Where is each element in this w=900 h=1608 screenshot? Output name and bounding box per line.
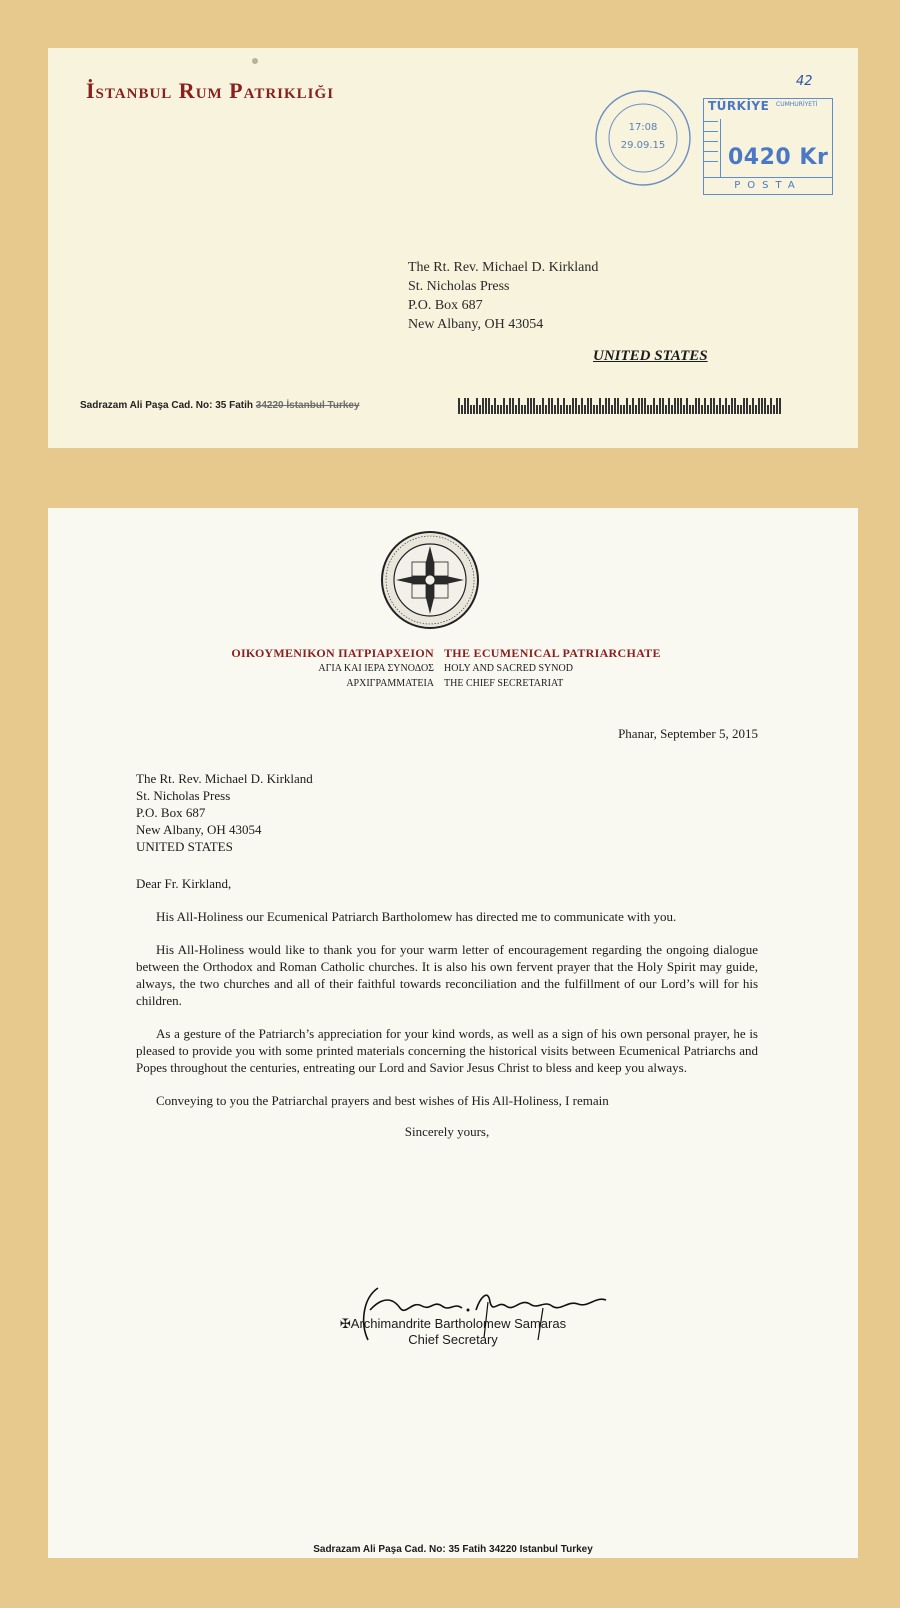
barcode-bar [614,398,616,414]
barcode-bar [548,398,550,414]
barcode-bar [611,405,613,414]
sincerely: Sincerely yours, [404,1124,490,1139]
body-paragraph: His All-Holiness would like to thank you for your warm letter of encouragement regarding the ongoing dialogue between the Orthodox and Roman Catholic churches. It is also his own fervent prayer that the Holy Spirit may guide, always, the two churches and all of their faithful towards reconciliation and the fulfillment of our Lord’s will for his children. [136,942,758,1008]
barcode-bar [509,398,511,414]
envelope-return-address [80,400,360,411]
barcode-bar [545,405,547,414]
address-line: The Rt. Rev. Michael D. Kirkland [136,771,313,786]
barcode-bar [536,405,538,414]
barcode-bar [596,405,598,414]
patriarchate-seal [380,530,480,630]
recipient-line: P.O. Box 687 [408,298,483,313]
barcode-bar [587,398,589,414]
barcode-bar [626,398,628,414]
barcode-bar [776,398,778,414]
envelope-sender-title: İstanbul Rum Patrikliği [86,78,335,103]
barcode-bar [575,398,577,414]
barcode-bar [524,405,526,414]
header-english-main: THE ECUMENICAL PATRIARCHATE [444,646,661,660]
barcode-bar [737,405,739,414]
barcode-bar [674,398,676,414]
barcode-bar [473,405,475,414]
barcode-bar [758,398,760,414]
letter-date: Phanar, September 5, 2015 [618,726,758,741]
barcode-bar [677,398,679,414]
barcode-bar [779,398,781,414]
address-line: New Albany, OH 43054 [136,822,262,837]
barcode-bar [773,405,775,414]
barcode-bar [749,405,751,414]
barcode-bar [518,398,520,414]
signer-name: ✠Archimandrite Bartholomew Samaras [339,1316,567,1331]
barcode-bar [593,405,595,414]
barcode-bar [746,398,748,414]
barcode-bar [689,405,691,414]
meter-posta: POSTA [704,177,832,194]
barcode-bar [656,405,658,414]
barcode-bar [602,405,604,414]
barcode-bar [617,398,619,414]
barcode-bar [683,405,685,414]
postage-meter [703,98,833,195]
barcode-bar [731,398,733,414]
barcode-bar [707,405,709,414]
barcode-bar [467,398,469,414]
barcode-bar [734,398,736,414]
letter-footer: Sadrazam Ali Paşa Cad. No: 35 Fatih 34220 Istanbul Turkey [313,1544,593,1555]
barcode-bar [695,398,697,414]
barcode-bar [671,405,673,414]
address-line: UNITED STATES [136,839,233,854]
barcode-bar [578,405,580,414]
header-greek [48,646,434,691]
barcode-bar [542,398,544,414]
barcode-bar [701,405,703,414]
barcode-bar [725,398,727,414]
body-paragraph: His All-Holiness our Ecumenical Patriarch Bartholomew has directed me to communicate with you. [156,909,677,924]
barcode-bar [761,398,763,414]
barcode-bar [605,398,607,414]
envelope-recipient [408,258,598,334]
barcode-bar [512,398,514,414]
barcode-bar [623,405,625,414]
barcode-bar [743,398,745,414]
handwritten-note: 42 [796,74,813,89]
barcode-bar [650,405,652,414]
recipient-country: UNITED STATES [593,348,708,364]
postmark-stamp [593,88,693,188]
barcode-bar [680,398,682,414]
barcode-bar [527,398,529,414]
barcode-bar [698,398,700,414]
header-greek-main: ΟΙΚΟΥΜΕΝΙΚΟΝ ΠΑΤΡΙΑΡΧΕΙΟΝ [231,646,434,660]
header-greek-line: ΑΡΧΙΓΡΑΜΜΑΤΕΙΑ [346,678,434,689]
header-english [444,646,661,691]
barcode-bar [566,405,568,414]
address-line: P.O. Box 687 [136,805,206,820]
return-address-struck: 34220 İstanbul Turkey [255,400,360,411]
barcode-bar [704,398,706,414]
barcode-bar [644,398,646,414]
barcode-bar [755,405,757,414]
meter-lines [704,121,718,171]
barcode-bar [563,398,565,414]
seal-icon [380,530,480,630]
barcode-bar [506,405,508,414]
barcode-bar [461,405,463,414]
postmark-circle-icon [593,88,693,188]
barcode-bar [530,398,532,414]
address-line: St. Nicholas Press [136,788,231,803]
barcode-bar [740,405,742,414]
return-address-text: Sadrazam Ali Paşa Cad. No: 35 Fatih [80,400,256,411]
signer-title: Chief Secretary [408,1332,498,1347]
barcode-bar [767,405,769,414]
barcode-bar [659,398,661,414]
barcode-bar [572,398,574,414]
barcode-bar [491,405,493,414]
barcode-bar [503,398,505,414]
barcode-bar [620,405,622,414]
barcode-bar [557,398,559,414]
barcode-bar [662,398,664,414]
recipient-line: New Albany, OH 43054 [408,317,544,332]
barcode-bar [752,398,754,414]
barcode-bar [485,398,487,414]
barcode-bar [641,398,643,414]
barcode-bar [647,405,649,414]
barcode-bar [482,398,484,414]
barcode-bar [716,405,718,414]
letter-page [48,508,858,1558]
barcode-bar [635,405,637,414]
barcode-bar [479,405,481,414]
barcode-bar [608,398,610,414]
barcode-bar [497,405,499,414]
header-english-line: THE CHIEF SECRETARIAT [444,678,564,689]
barcode-bar [521,405,523,414]
barcode-bar [632,398,634,414]
barcode-bar [668,398,670,414]
recipient-line: St. Nicholas Press [408,279,510,294]
letter-body [136,770,758,1140]
barcode-bar [692,405,694,414]
envelope [48,48,858,448]
barcode-bar [713,398,715,414]
barcode-bar [665,405,667,414]
barcode-bar [584,405,586,414]
barcode-bar [581,398,583,414]
barcode-bar [488,398,490,414]
barcode-bar [599,398,601,414]
barcode-bar [764,398,766,414]
closing-line: Conveying to you the Patriarchal prayers and best wishes of His All-Holiness, I remain [156,1093,609,1108]
barcode-bar [551,398,553,414]
barcode-bar [539,405,541,414]
meter-amount: 0420 Kr [728,145,829,170]
barcode-bar [728,405,730,414]
body-paragraph: As a gesture of the Patriarch’s appreciation for your kind words, as well as a sign of his own personal prayer, he is pleased to provide you with some printed materials concerning the historical visits between Ecumenical Patriarchs and Popes throughout the centuries, entreating our Lord and Savior Jesus Christ to bless and keep you always. [136,1026,758,1075]
barcode-bar [770,398,772,414]
barcode-bar [719,398,721,414]
salutation: Dear Fr. Kirkland, [136,876,232,891]
barcode-bar [533,398,535,414]
barcode-bar [470,405,472,414]
postal-barcode [458,396,786,414]
barcode-bar [464,398,466,414]
barcode-bar [722,405,724,414]
barcode-bar [554,405,556,414]
recipient-line: The Rt. Rev. Michael D. Kirkland [408,260,599,275]
barcode-bar [686,398,688,414]
barcode-bar [569,405,571,414]
postmark-date: 29.09.15 [620,140,666,151]
barcode-bar [629,405,631,414]
barcode-bar [476,398,478,414]
header-english-line: HOLY AND SACRED SYNOD [444,663,573,674]
barcode-bar [500,405,502,414]
barcode-bar [494,398,496,414]
barcode-bar [710,398,712,414]
barcode-bar [458,398,460,414]
header-greek-line: ΑΓΙΑ ΚΑΙ ΙΕΡΑ ΣΥΝΟΔΟΣ [318,663,434,674]
postmark-time: 17:08 [628,122,658,133]
meter-sub: CUMHURİYETİ [776,101,818,108]
ink-speck [252,58,258,64]
barcode-bar [638,398,640,414]
barcode-bar [560,405,562,414]
barcode-bar [515,405,517,414]
barcode-bar [653,398,655,414]
barcode-bar [590,398,592,414]
meter-country: TÜRKİYE [708,99,770,113]
letter-address [136,770,758,855]
